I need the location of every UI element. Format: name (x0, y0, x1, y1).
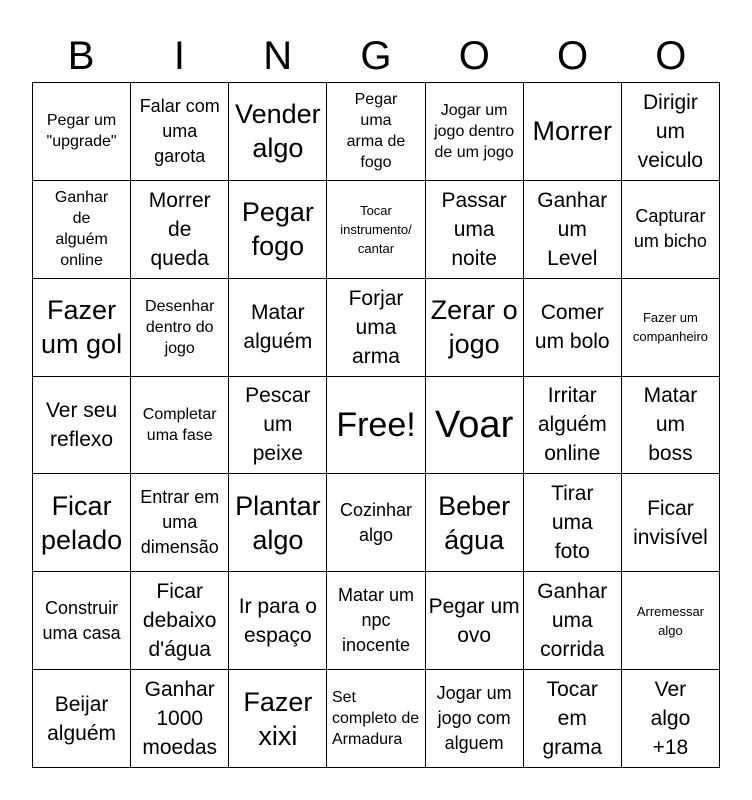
cell-text: Arremessar algo (636, 603, 705, 638)
cell-text: Ir para o espaço (238, 594, 317, 647)
cell-text: Pegar um ovo (428, 594, 520, 647)
cell-text: Fazer um companheiro (632, 310, 708, 345)
header-letter-n: N (263, 34, 293, 78)
cell-text: Jogar um jogo dentro de um jogo (434, 101, 515, 161)
bingo-cell[interactable] (131, 572, 229, 670)
cell-text: Capturar um bicho (633, 206, 707, 252)
cell-text: Plantar algo (235, 490, 321, 555)
bingo-cell[interactable] (33, 474, 131, 572)
bingo-cell[interactable] (33, 670, 131, 768)
bingo-cell[interactable] (33, 377, 131, 475)
bingo-cell[interactable] (524, 181, 622, 279)
bingo-cell[interactable] (327, 670, 425, 768)
bingo-cell[interactable] (229, 670, 327, 768)
cell-text: Pegar uma arma de fogo (346, 91, 406, 172)
header-letter-o3: O (655, 34, 687, 78)
bingo-cell[interactable] (622, 279, 720, 377)
bingo-cell[interactable] (426, 181, 524, 279)
cell-text: Pescar um peixe (245, 384, 311, 466)
cell-text: Comer um bolo (534, 301, 610, 354)
cell-text: Zerar o jogo (430, 295, 518, 360)
bingo-cell[interactable] (131, 377, 229, 475)
cell-text: Construir uma casa (42, 597, 121, 643)
cell-text: Passar uma noite (441, 188, 507, 270)
bingo-cell[interactable] (426, 572, 524, 670)
bingo-cell[interactable] (229, 572, 327, 670)
cell-text: Fazer xixi (243, 686, 313, 751)
cell-text: Ganhar 1000 moedas (142, 678, 218, 760)
cell-text: Tirar uma foto (551, 482, 594, 564)
cell-text: Tocar instrumento/ cantar (340, 202, 412, 256)
header-letter-o1: O (458, 34, 490, 78)
cell-text: Ficar pelado (41, 490, 123, 555)
cell-text: Matar alguém (243, 301, 313, 354)
header-letter-i: I (173, 34, 185, 78)
cell-text: Free! (336, 405, 416, 444)
bingo-cell[interactable] (229, 279, 327, 377)
bingo-header (32, 30, 720, 82)
bingo-cell[interactable] (426, 670, 524, 768)
cell-text: Vender algo (235, 99, 321, 164)
bingo-cell[interactable] (33, 572, 131, 670)
bingo-card (32, 82, 720, 768)
header-letter-b: B (67, 34, 95, 78)
cell-text: Completar uma fase (142, 405, 217, 444)
cell-text: Morrer de queda (148, 188, 211, 270)
cell-text: Pegar fogo (241, 197, 314, 262)
cell-text: Cozinhar algo (339, 499, 412, 545)
cell-text: Set completo de Armadura (331, 689, 420, 749)
cell-text: Desenhar dentro do jogo (145, 297, 215, 357)
bingo-cell[interactable] (622, 474, 720, 572)
bingo-cell[interactable] (524, 670, 622, 768)
cell-text: Matar um npc inocente (337, 585, 414, 656)
cell-text: Beber água (438, 490, 511, 555)
cell-text: Pegar um "upgrade" (46, 112, 117, 151)
bingo-cell[interactable] (327, 474, 425, 572)
bingo-cell[interactable] (426, 474, 524, 572)
bingo-cell[interactable] (327, 83, 425, 181)
cell-text: Irritar alguém online (537, 384, 607, 466)
bingo-cell[interactable] (327, 377, 425, 475)
cell-text: Ganhar de alguém online (54, 189, 109, 270)
cell-text: Tocar em grama (542, 678, 603, 760)
cell-text: Forjar uma arma (348, 286, 404, 368)
bingo-cell[interactable] (33, 279, 131, 377)
cell-text: Jogar um jogo com alguem (436, 683, 512, 754)
bingo-cell[interactable] (131, 474, 229, 572)
bingo-cell[interactable] (622, 377, 720, 475)
cell-text: Ver algo +18 (650, 678, 691, 760)
bingo-cell[interactable] (524, 377, 622, 475)
bingo-cell[interactable] (426, 377, 524, 475)
bingo-cell[interactable] (327, 181, 425, 279)
cell-text: Matar um boss (643, 384, 698, 466)
bingo-cell[interactable] (131, 83, 229, 181)
bingo-cell[interactable] (229, 181, 327, 279)
bingo-cell[interactable] (229, 83, 327, 181)
bingo-cell[interactable] (524, 572, 622, 670)
bingo-cell[interactable] (131, 181, 229, 279)
header-letter-o2: O (557, 34, 589, 78)
bingo-cell[interactable] (327, 279, 425, 377)
bingo-cell[interactable] (524, 83, 622, 181)
bingo-cell[interactable] (622, 572, 720, 670)
bingo-cell[interactable] (33, 181, 131, 279)
bingo-cell[interactable] (622, 83, 720, 181)
bingo-cell[interactable] (229, 474, 327, 572)
bingo-cell[interactable] (524, 279, 622, 377)
bingo-cell[interactable] (622, 670, 720, 768)
cell-text: Falar com uma garota (139, 95, 220, 166)
cell-text: Ficar invisível (633, 496, 708, 549)
cell-text: Beijar alguém (47, 692, 116, 745)
bingo-cell[interactable] (131, 670, 229, 768)
cell-text: Dirigir um veiculo (637, 90, 704, 172)
cell-text: Entrar em uma dimensão (140, 487, 220, 558)
bingo-cell[interactable] (622, 181, 720, 279)
bingo-cell[interactable] (426, 83, 524, 181)
cell-text: Ganhar uma corrida (537, 580, 608, 662)
header-letter-g: G (360, 34, 392, 78)
cell-text: Fazer um gol (41, 295, 123, 360)
bingo-cell[interactable] (33, 83, 131, 181)
bingo-cell[interactable] (426, 279, 524, 377)
cell-text: Voar (435, 403, 514, 446)
bingo-cell[interactable] (229, 377, 327, 475)
cell-text: Ganhar um Level (537, 188, 608, 270)
cell-text: Ver seu reflexo (45, 398, 118, 451)
bingo-cell[interactable] (131, 279, 229, 377)
bingo-cell[interactable] (524, 474, 622, 572)
cell-text: Morrer (532, 116, 613, 147)
bingo-cell[interactable] (327, 572, 425, 670)
cell-text: Ficar debaixo d'água (142, 580, 217, 662)
